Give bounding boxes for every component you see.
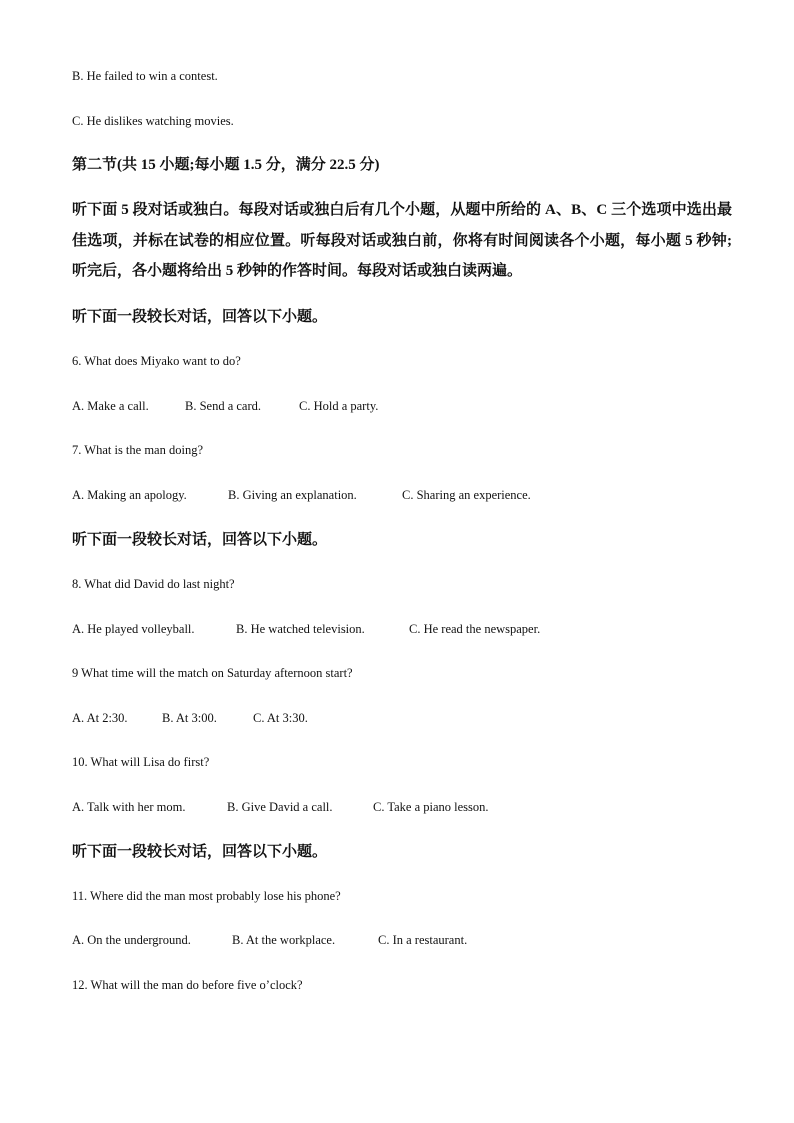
question-10-option-b: B. Give David a call. xyxy=(227,800,333,814)
question-6-option-b: B. Send a card. xyxy=(185,399,262,413)
section-instructions: 听下面 5 段对话或独白。每段对话或独白后有几个小题，从题中所给的 A、B、C 三个选项中选出最佳选项，并标在试卷的相应位置。听每段对话或独白前，你将有时间阅读各个小题，每小题 5 秒钟;听完后，各小题将给出 5 秒钟的作答时间。每段对话或独白读两遍。 xyxy=(72,202,732,279)
question-11-option-c: C. In a restaurant. xyxy=(378,933,468,947)
question-12-stem: 12. What will the man do before five o’clock? xyxy=(72,978,303,992)
question-10-stem: 10. What will Lisa do first? xyxy=(72,755,210,769)
question-10-options xyxy=(72,799,489,815)
question-7-options xyxy=(72,487,531,503)
question-8-option-b: B. He watched television. xyxy=(236,622,365,636)
question-11-options xyxy=(72,932,467,948)
question-11-stem: 11. Where did the man most probably lose his phone? xyxy=(72,889,341,903)
question-8-option-c: C. He read the newspaper. xyxy=(409,622,541,636)
conversation-heading: 听下面一段较长对话，回答以下小题。 xyxy=(72,844,328,860)
question-9-option-c: C. At 3:30. xyxy=(253,711,308,725)
question-8-options xyxy=(72,621,540,637)
option-line-q5-c: C. He dislikes watching movies. xyxy=(72,114,234,128)
section-title: 第二节(共 15 小题;每小题 1.5 分，满分 22.5 分) xyxy=(72,157,380,173)
question-11-option-a: A. On the underground. xyxy=(72,933,191,947)
question-9-option-b: B. At 3:00. xyxy=(162,711,217,725)
question-9-option-a: A. At 2:30. xyxy=(72,711,128,725)
question-8-option-a: A. He played volleyball. xyxy=(72,622,195,636)
question-6-stem: 6. What does Miyako want to do? xyxy=(72,354,241,368)
conversation-heading: 听下面一段较长对话，回答以下小题。 xyxy=(72,309,328,325)
question-7-stem: 7. What is the man doing? xyxy=(72,443,203,457)
question-8-stem: 8. What did David do last night? xyxy=(72,577,235,591)
question-9-options xyxy=(72,710,308,726)
question-6-option-a: A. Make a call. xyxy=(72,399,149,413)
option-line-q5-b: B. He failed to win a contest. xyxy=(72,69,218,83)
question-11-option-b: B. At the workplace. xyxy=(232,933,336,947)
question-10-option-c: C. Take a piano lesson. xyxy=(373,800,489,814)
question-7-option-a: A. Making an apology. xyxy=(72,488,187,502)
question-7-option-c: C. Sharing an experience. xyxy=(402,488,531,502)
question-9-stem: 9 What time will the match on Saturday afternoon start? xyxy=(72,666,353,680)
conversation-heading: 听下面一段较长对话，回答以下小题。 xyxy=(72,532,328,548)
question-6-options xyxy=(72,398,378,414)
question-10-option-a: A. Talk with her mom. xyxy=(72,800,186,814)
question-6-option-c: C. Hold a party. xyxy=(299,399,379,413)
question-7-option-b: B. Giving an explanation. xyxy=(228,488,357,502)
